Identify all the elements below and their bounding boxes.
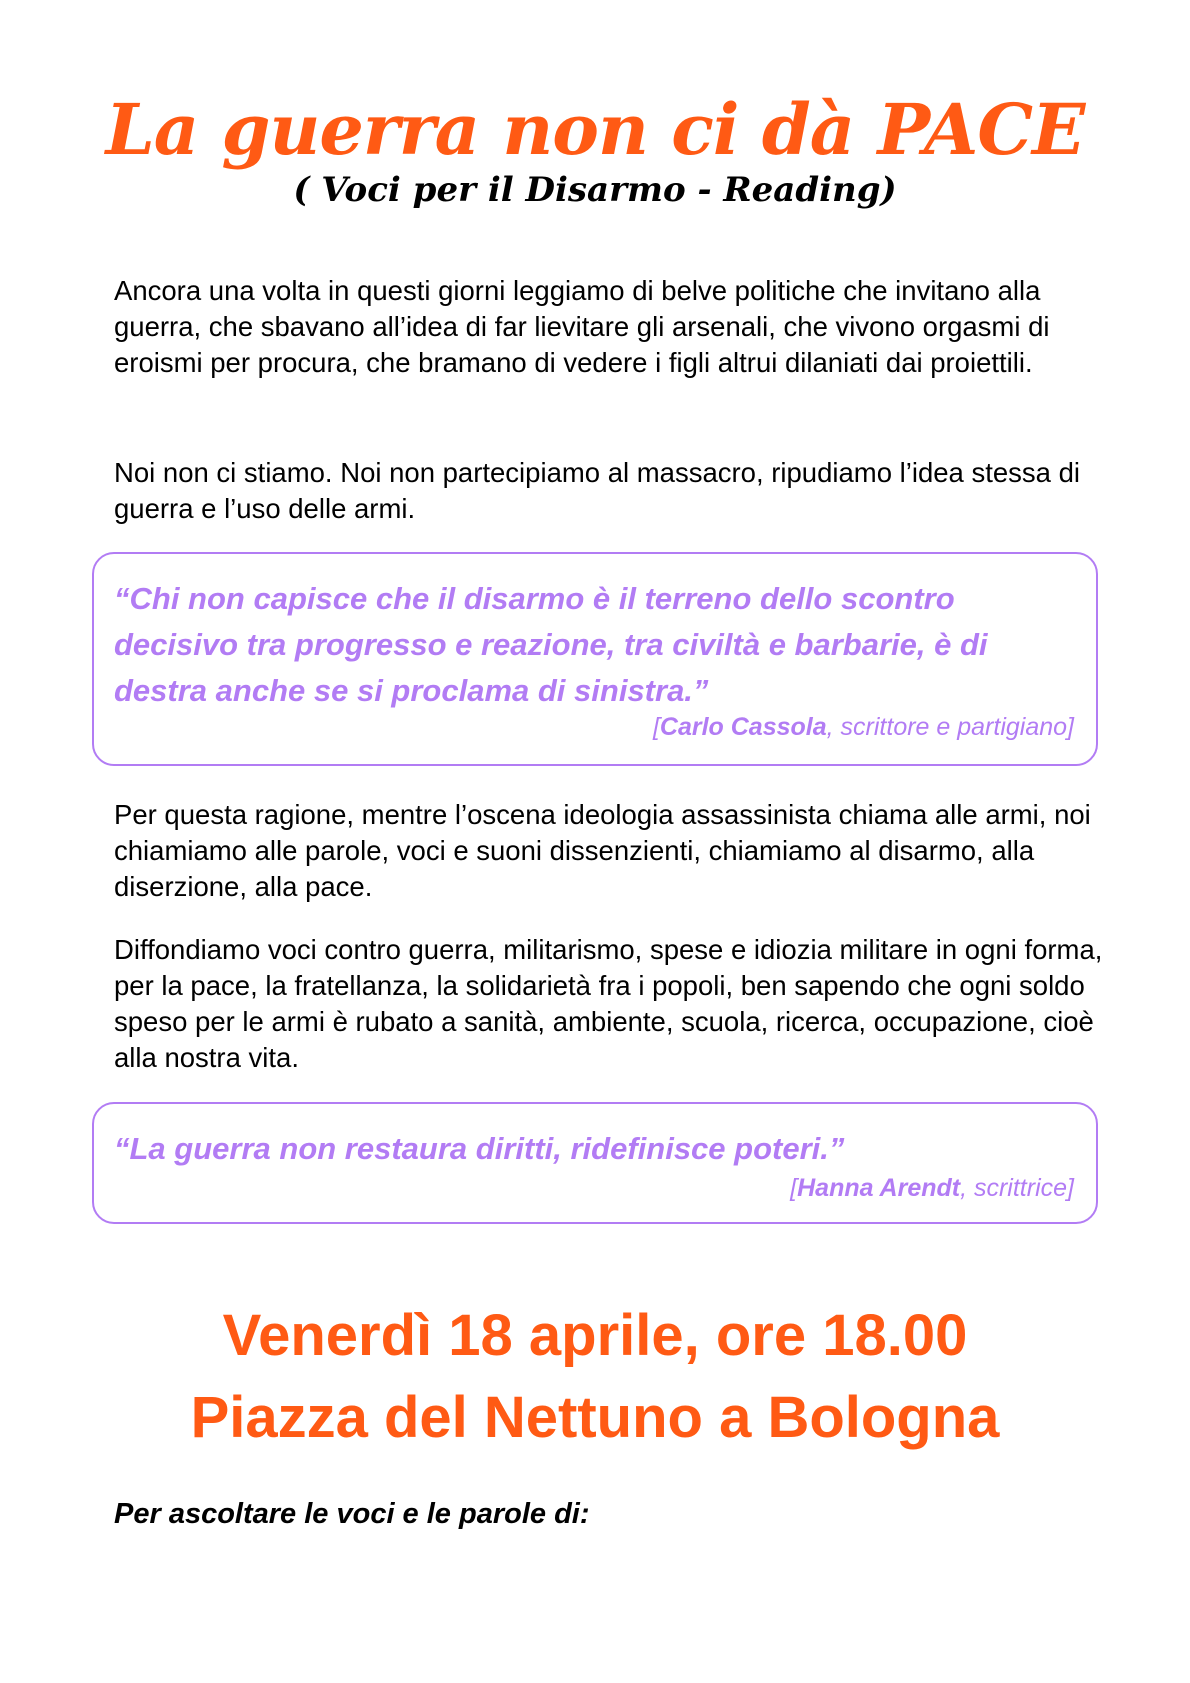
event-date-time: Venerdì 18 aprile, ore 18.00 bbox=[222, 1303, 968, 1368]
paragraph-intro: Ancora una volta in questi giorni leggiamo di belve politiche che invitano alla guerra, che sbavano all’idea di far lievitare gli arsenali, che vivono orgasmi di eroismi per procura, che bramano di vedere i figli altrui dilaniati dai proiettili. bbox=[114, 275, 1050, 378]
paragraph-reason: Per questa ragione, mentre l’oscena ideologia assassinista chiama alle armi, noi chiamiamo alle parole, voci e suoni dissenzienti, chiamiamo al disarmo, alla diserzione, alla pace. bbox=[114, 799, 1091, 902]
quote-attribution-arendt bbox=[790, 1173, 1074, 1203]
quote-box-arendt bbox=[92, 1102, 1098, 1224]
event-place: Piazza del Nettuno a Bologna bbox=[190, 1385, 1000, 1450]
attribution-bracket: [ bbox=[652, 713, 660, 741]
quote-role-arendt: , scrittrice] bbox=[960, 1174, 1074, 1202]
listen-label: Per ascoltare le voci e le parole di: bbox=[114, 1498, 590, 1530]
quote-attribution-cassola bbox=[653, 712, 1074, 742]
flyer-subtitle: ( Voci per il Disarmo - Reading) bbox=[293, 170, 897, 210]
quote-box-cassola bbox=[92, 552, 1098, 766]
paragraph-spread: Diffondiamo voci contro guerra, militarismo, spese e idiozia militare in ogni forma, per la pace, la fratellanza, la solidarietà fra i popoli, ben sapendo che ogni soldo speso per le armi è rubato a sanità, ambiente, scuola, ricerca, occupazione, cioè alla nostra vita. bbox=[114, 934, 1103, 1073]
quote-text-arendt: “La guerra non restaura diritti, ridefinisce poteri.” bbox=[114, 1131, 845, 1166]
flyer-title: La guerra non ci dà PACE bbox=[105, 88, 1085, 171]
quote-role-cassola: , scrittore e partigiano] bbox=[826, 713, 1074, 741]
quote-author-arendt: Hanna Arendt bbox=[797, 1174, 961, 1202]
paragraph-refusal: Noi non ci stiamo. Noi non partecipiamo al massacro, ripudiamo l’idea stessa di guerra e l’uso delle armi. bbox=[114, 457, 1081, 524]
quote-author-cassola: Carlo Cassola bbox=[659, 713, 827, 741]
attribution-bracket: [ bbox=[790, 1174, 798, 1202]
quote-text-cassola: “Chi non capisce che il disarmo è il terreno dello scontro decisivo tra progresso e reazione, tra civiltà e barbarie, è di destra anche se si proclama di sinistra.” bbox=[114, 581, 988, 708]
